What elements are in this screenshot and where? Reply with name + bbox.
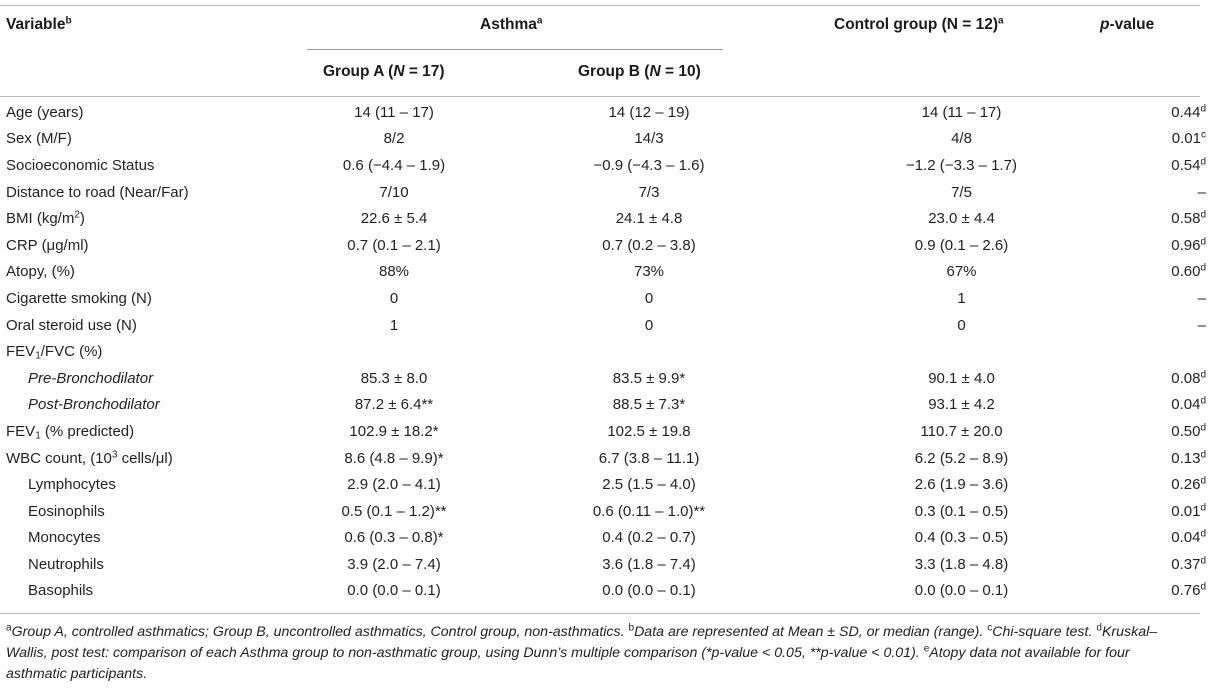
cell-variable: Pre-Bronchodilator xyxy=(28,369,154,387)
cell-control: 4/8 xyxy=(951,130,972,148)
footnote-a: Group A, controlled asthmatics; Group B, uncontrolled asthmatics, Control group, non-asthmatics. xyxy=(11,624,625,640)
cell-variable: Age (years) xyxy=(6,103,84,121)
header-p-value: p-value xyxy=(1100,16,1155,33)
cell-group-b: 83.5 ± 9.9* xyxy=(612,369,686,387)
table-bottom-rule xyxy=(0,613,1200,614)
table-row xyxy=(0,471,1216,498)
table-row xyxy=(0,232,1216,259)
cell-group-b: 0.6 (0.11 – 1.0)** xyxy=(592,502,706,520)
cell-control: −1.2 (−3.3 – 1.7) xyxy=(906,156,1017,174)
cell-group-b: 0.4 (0.2 – 0.7) xyxy=(602,529,696,547)
cell-p-value: 0.04$^d$ xyxy=(1171,395,1206,414)
cell-group-b: 24.1 ± 4.8 xyxy=(615,210,683,228)
table-row xyxy=(0,312,1216,339)
header-variable: Variable$^b$ xyxy=(6,15,72,33)
cell-variable: $FEV_1$/FVC (%) xyxy=(6,343,103,362)
asthma-span-rule xyxy=(307,49,723,50)
cell-p-value: 0.01$^d$ xyxy=(1171,502,1206,520)
cell-p-value: 0.58$^d$ xyxy=(1171,209,1206,228)
cell-variable: Monocytes xyxy=(28,529,101,547)
cell-p-value: – xyxy=(1197,289,1206,307)
table-row xyxy=(0,498,1216,525)
cell-variable: Socioeconomic Status xyxy=(6,156,155,174)
cell-p-value: 0.54$^d$ xyxy=(1171,156,1206,174)
cell-control: 1 xyxy=(957,289,966,307)
cell-control: 6.2 (5.2 – 8.9) xyxy=(914,449,1009,467)
cell-group-a: 0 xyxy=(389,289,399,307)
cell-p-value: 0.04$^d$ xyxy=(1171,528,1206,547)
table-row xyxy=(0,285,1216,312)
table-row xyxy=(0,126,1216,153)
cell-group-a: 0.7 (0.1 – 2.1) xyxy=(347,236,441,254)
footnotes: $^a$Group A, controlled asthmatics; Group B, uncontrolled asthmatics, Control group, non-asthmatics. $^b$Data are represented at Mean ± SD, or median (range). $^c$Chi-square test. $^d$Kruskal–Wallis, post test: comparison of each Asthma group to non-asthmatic group, using Dunn’s multiple comparison (*p-value < 0.05, **p-value < 0.01). $^e$Atopy data not available for four asthmatic participants. xyxy=(6,622,1158,682)
cell-group-a: 0.6 (−4.4 – 1.9) xyxy=(342,156,446,174)
cell-group-a: 85.3 ± 8.0 xyxy=(360,369,428,387)
cell-group-b: 14/3 xyxy=(634,130,664,148)
cell-group-a: 22.6 ± 5.4 xyxy=(360,210,428,228)
table-row xyxy=(0,338,1216,365)
table-row xyxy=(0,259,1216,286)
cell-variable: Distance to road (Near/Far) xyxy=(6,183,189,201)
cell-p-value: 0.26$^d$ xyxy=(1171,475,1206,494)
footnote-e: Atopy data not available for four asthmatic participants. xyxy=(6,645,1130,682)
cell-variable: Cigarette smoking (N) xyxy=(6,289,152,307)
cell-group-a: 0.0 (0.0 – 0.1) xyxy=(347,582,441,600)
cell-p-value: – xyxy=(1197,316,1206,334)
cell-control: 0.0 (0.0 – 0.1) xyxy=(914,582,1009,600)
cell-group-b: 2.5 (1.5 – 4.0) xyxy=(602,476,696,494)
table-row xyxy=(0,152,1216,179)
cell-group-b xyxy=(494,338,804,365)
table-row xyxy=(0,445,1216,472)
footnote-d: Kruskal–Wallis, post test: comparison of each Asthma group to non-asthmatic group, using Dunn’s multiple comparison (*p-value < 0.05, **p-value < 0.01). xyxy=(6,624,1158,661)
cell-p-value: 0.50$^d$ xyxy=(1171,422,1206,440)
cell-control: 3.3 (1.8 – 4.8) xyxy=(914,555,1009,573)
table-row xyxy=(0,418,1216,445)
footnote-b: Data are represented at Mean ± SD, or median (range). xyxy=(634,624,984,640)
cell-group-b: 0 xyxy=(644,316,654,334)
cell-group-b: 3.6 (1.8 – 7.4) xyxy=(602,555,696,573)
table-row xyxy=(0,205,1216,232)
table-row xyxy=(0,365,1216,392)
cell-control: 67% xyxy=(946,263,977,281)
table-row xyxy=(0,578,1216,605)
cell-control: 0.4 (0.3 – 0.5) xyxy=(914,529,1009,547)
cell-group-b: 0 xyxy=(644,289,654,307)
data-table xyxy=(0,99,1216,604)
cell-control: 0.3 (0.1 – 0.5) xyxy=(914,502,1009,520)
cell-control: 14 (11 – 17) xyxy=(921,103,1002,121)
top-rule xyxy=(0,5,1200,6)
cell-group-a: 3.9 (2.0 – 7.4) xyxy=(347,555,441,573)
cell-variable: Lymphocytes xyxy=(28,476,116,494)
cell-p-value: 0.96$^d$ xyxy=(1171,236,1206,254)
cell-group-a: 0.6 (0.3 – 0.8)* xyxy=(344,529,444,547)
cell-control: 93.1 ± 4.2 xyxy=(928,396,995,414)
cell-group-a: 14 (11 – 17) xyxy=(354,103,434,121)
cell-control xyxy=(804,338,1119,365)
header-asthma: Asthma$^a$ xyxy=(480,15,543,33)
header-control-group: Control group (N = 12)$^a$ xyxy=(834,15,1004,33)
cell-variable: $FEV_1$ (% predicted) xyxy=(6,422,135,442)
cell-p-value: 0.37$^d$ xyxy=(1171,555,1206,573)
table-row xyxy=(0,551,1216,578)
cell-p-value: 0.01$^c$ xyxy=(1171,129,1206,148)
cell-variable: WBC count, ($10^3$ cells/μl) xyxy=(6,449,173,467)
table-row xyxy=(0,179,1216,206)
cell-control: 110.7 ± 20.0 xyxy=(920,422,1003,440)
cell-p-value xyxy=(1119,338,1216,365)
cell-group-b: 14 (12 – 19) xyxy=(608,103,690,121)
cell-variable: Atopy, (%) xyxy=(6,263,75,281)
cell-variable: CRP (μg/ml) xyxy=(6,236,89,254)
cell-p-value: 0.08$^d$ xyxy=(1171,369,1206,387)
cell-group-a: 102.9 ± 18.2* xyxy=(349,422,439,440)
header-group-a: Group A (N = 17) xyxy=(323,63,445,80)
cell-group-b: 73% xyxy=(633,263,665,281)
cell-control: 0 xyxy=(957,316,966,334)
cell-control: 90.1 ± 4.0 xyxy=(928,369,995,387)
cell-group-a: 0.5 (0.1 – 1.2)** xyxy=(341,502,447,520)
cell-group-b: 0.0 (0.0 – 0.1) xyxy=(602,582,696,600)
table-row xyxy=(0,525,1216,552)
header-group-b: Group B (N = 10) xyxy=(578,63,701,80)
cell-group-b: 7/3 xyxy=(638,183,660,201)
cell-variable: Oral steroid use (N) xyxy=(6,316,137,334)
cell-variable: Basophils xyxy=(28,582,94,600)
cell-p-value: 0.60$^d$ xyxy=(1171,262,1206,281)
cell-group-b: 0.7 (0.2 – 3.8) xyxy=(602,236,696,254)
cell-p-value: – xyxy=(1197,183,1206,201)
table-row xyxy=(0,99,1216,126)
cell-control: 0.9 (0.1 – 2.6) xyxy=(914,236,1009,254)
table-row xyxy=(0,392,1216,419)
cell-group-a: 8/2 xyxy=(383,130,405,148)
cell-control: 7/5 xyxy=(951,183,972,201)
cell-group-b: 6.7 (3.8 – 11.1) xyxy=(598,449,700,467)
cell-p-value: 0.76$^d$ xyxy=(1171,581,1206,600)
cell-variable: Neutrophils xyxy=(28,555,104,573)
cell-group-a: 1 xyxy=(389,316,399,334)
cell-group-a: 2.9 (2.0 – 4.1) xyxy=(347,476,441,494)
cell-group-a: 88% xyxy=(378,263,410,281)
cell-group-b: −0.9 (−4.3 – 1.6) xyxy=(593,156,705,174)
cell-p-value: 0.44$^d$ xyxy=(1171,103,1206,121)
cell-group-a xyxy=(294,338,494,365)
cell-variable: Eosinophils xyxy=(28,502,105,520)
footnote-c: Chi-square test. xyxy=(992,624,1093,640)
cell-variable: BMI $(kg/m^2)$ xyxy=(6,209,85,228)
cell-control: 2.6 (1.9 – 3.6) xyxy=(914,476,1009,494)
cell-group-b: 88.5 ± 7.3* xyxy=(612,396,686,414)
header-bottom-rule xyxy=(0,96,1200,97)
cell-p-value: 0.13$^d$ xyxy=(1171,449,1206,467)
cell-group-a: 87.2 ± 6.4** xyxy=(354,396,434,414)
cell-control: 23.0 ± 4.4 xyxy=(928,210,995,228)
cell-group-b: 102.5 ± 19.8 xyxy=(607,422,691,440)
cell-variable: Post-Bronchodilator xyxy=(28,396,160,414)
cell-variable: Sex (M/F) xyxy=(6,130,72,148)
cell-group-a: 7/10 xyxy=(379,183,409,201)
cell-group-a: 8.6 (4.8 – 9.9)* xyxy=(344,449,444,467)
